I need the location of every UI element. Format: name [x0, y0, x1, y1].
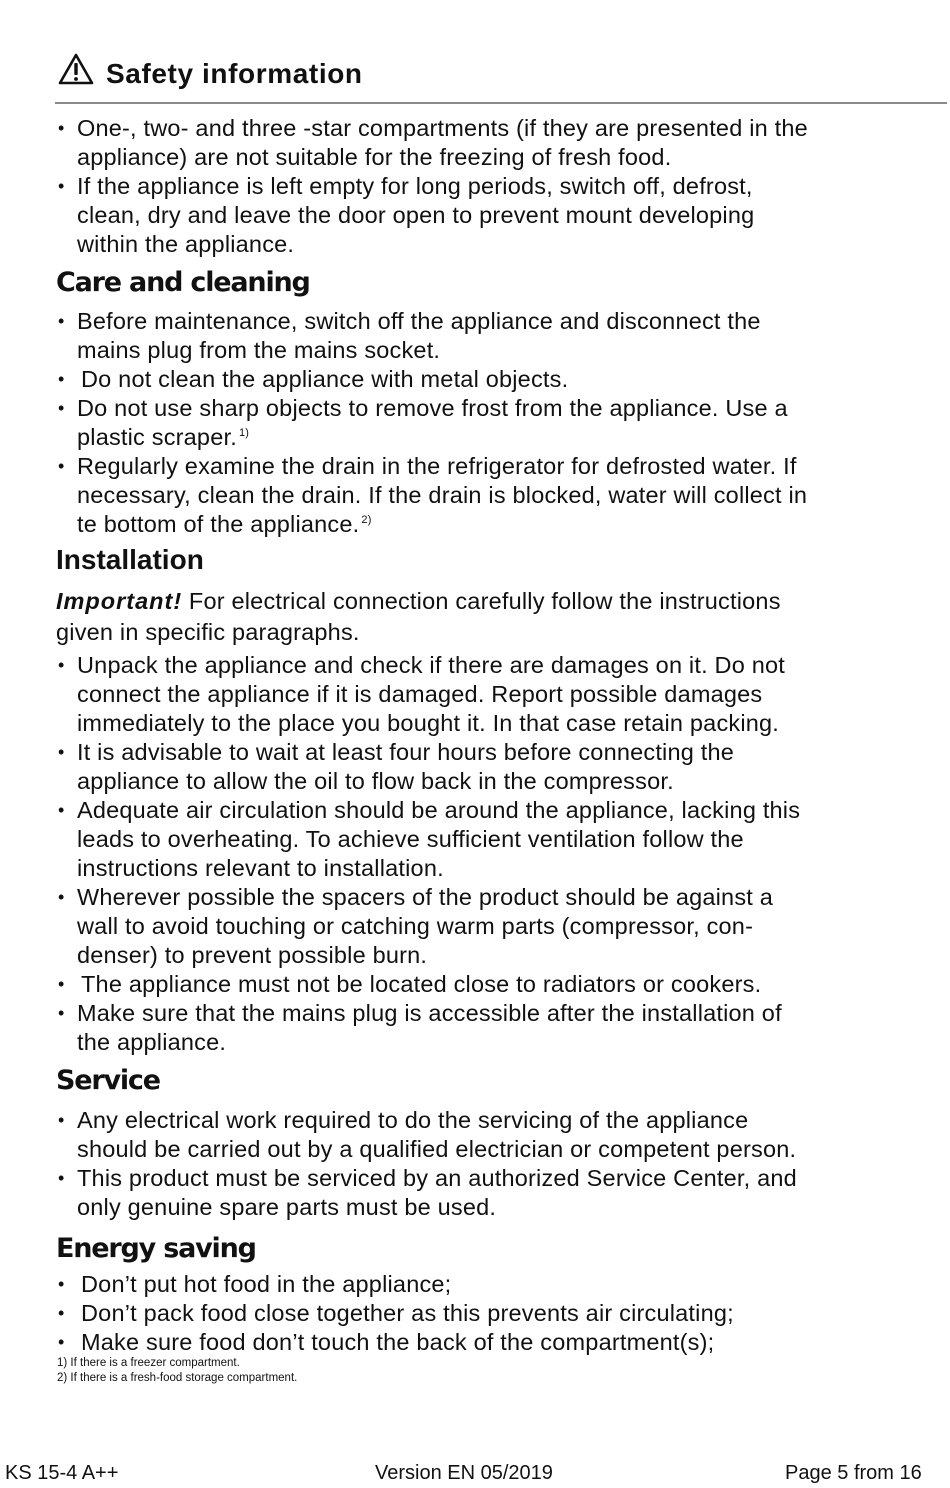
list-item: • Regularly examine the drain in the refrigerator for defrosted water. If necessary, clean the drain. If the drain is blocked, water will collect in te bottom of the appliance. $^{2)}$: [55, 452, 807, 539]
energy-heading: Energy saving: [56, 1233, 256, 1264]
footnote-ref: 2): [361, 514, 372, 526]
list-item: • Before maintenance, switch off the appliance and disconnect the mains plug from the mains socket.: [55, 307, 807, 365]
page-title: Safety information: [106, 58, 363, 89]
care-heading: Care and cleaning: [56, 267, 310, 298]
list-item: • One-, two- and three -star compartments (if they are presented in the appliance) are not suitable for the freezing of fresh food.: [55, 114, 808, 172]
list-item: • Don’t put hot food in the appliance;: [55, 1270, 734, 1299]
list-item: • Wherever possible the spacers of the product should be against a wall to avoid touching or catching warm parts (compressor, con- denser) to prevent possible burn.: [55, 883, 800, 970]
list-item: • It is advisable to wait at least four hours before connecting the appliance to allow the oil to flow back in the compressor.: [55, 738, 800, 796]
footer-version: Version EN 05/2019: [375, 1462, 553, 1484]
intro-list: [55, 114, 808, 259]
list-item: • Do not use sharp objects to remove frost from the appliance. Use a plastic scraper. $^{1)}$: [55, 394, 807, 452]
footnote-2: 2) If there is a fresh-food storage compartment.: [57, 1372, 298, 1384]
footnote-ref: 1): [238, 427, 250, 439]
installation-list: [55, 651, 800, 1057]
footer-model: KS 15-4 A++: [5, 1462, 119, 1484]
list-item: • Do not clean the appliance with metal objects.: [55, 365, 807, 394]
list-item: • Unpack the appliance and check if there are damages on it. Do not connect the appliance if it is damaged. Report possible damages immediately to the place you bought it. In that case retain packing.: [55, 651, 800, 738]
service-heading: Service: [56, 1065, 160, 1096]
list-item: • This product must be serviced by an authorized Service Center, and only genuine spare parts must be used.: [55, 1164, 797, 1222]
list-item: • Make sure food don’t touch the back of the compartment(s);: [55, 1328, 734, 1357]
footer-page-number: Page 5 from 16: [785, 1462, 922, 1484]
energy-list: [55, 1270, 734, 1357]
list-item: • Don’t pack food close together as this prevents air circulating;: [55, 1299, 734, 1328]
list-item: • Make sure that the mains plug is accessible after the installation of the appliance.: [55, 999, 800, 1057]
service-list: [55, 1106, 797, 1222]
important-note: Important! For electrical connection carefully follow the instructions given in specific paragraphs.: [56, 588, 781, 645]
list-item: • If the appliance is left empty for long periods, switch off, defrost, clean, dry and leave the door open to prevent mount developing within the appliance.: [55, 172, 808, 259]
list-item: • The appliance must not be located close to radiators or cookers.: [55, 970, 800, 999]
list-item: • Adequate air circulation should be around the appliance, lacking this leads to overheating. To achieve sufficient ventilation follow the instructions relevant to installation.: [55, 796, 800, 883]
list-item: • Any electrical work required to do the servicing of the appliance should be carried out by a qualified electrician or competent person.: [55, 1106, 797, 1164]
installation-heading: Installation: [56, 544, 204, 575]
important-label: Important!: [56, 588, 183, 614]
footnote-1: 1) If there is a freezer compartment.: [57, 1357, 240, 1369]
warning-triangle-icon: [58, 53, 94, 85]
page-header: [55, 52, 947, 104]
care-list: [55, 307, 807, 539]
